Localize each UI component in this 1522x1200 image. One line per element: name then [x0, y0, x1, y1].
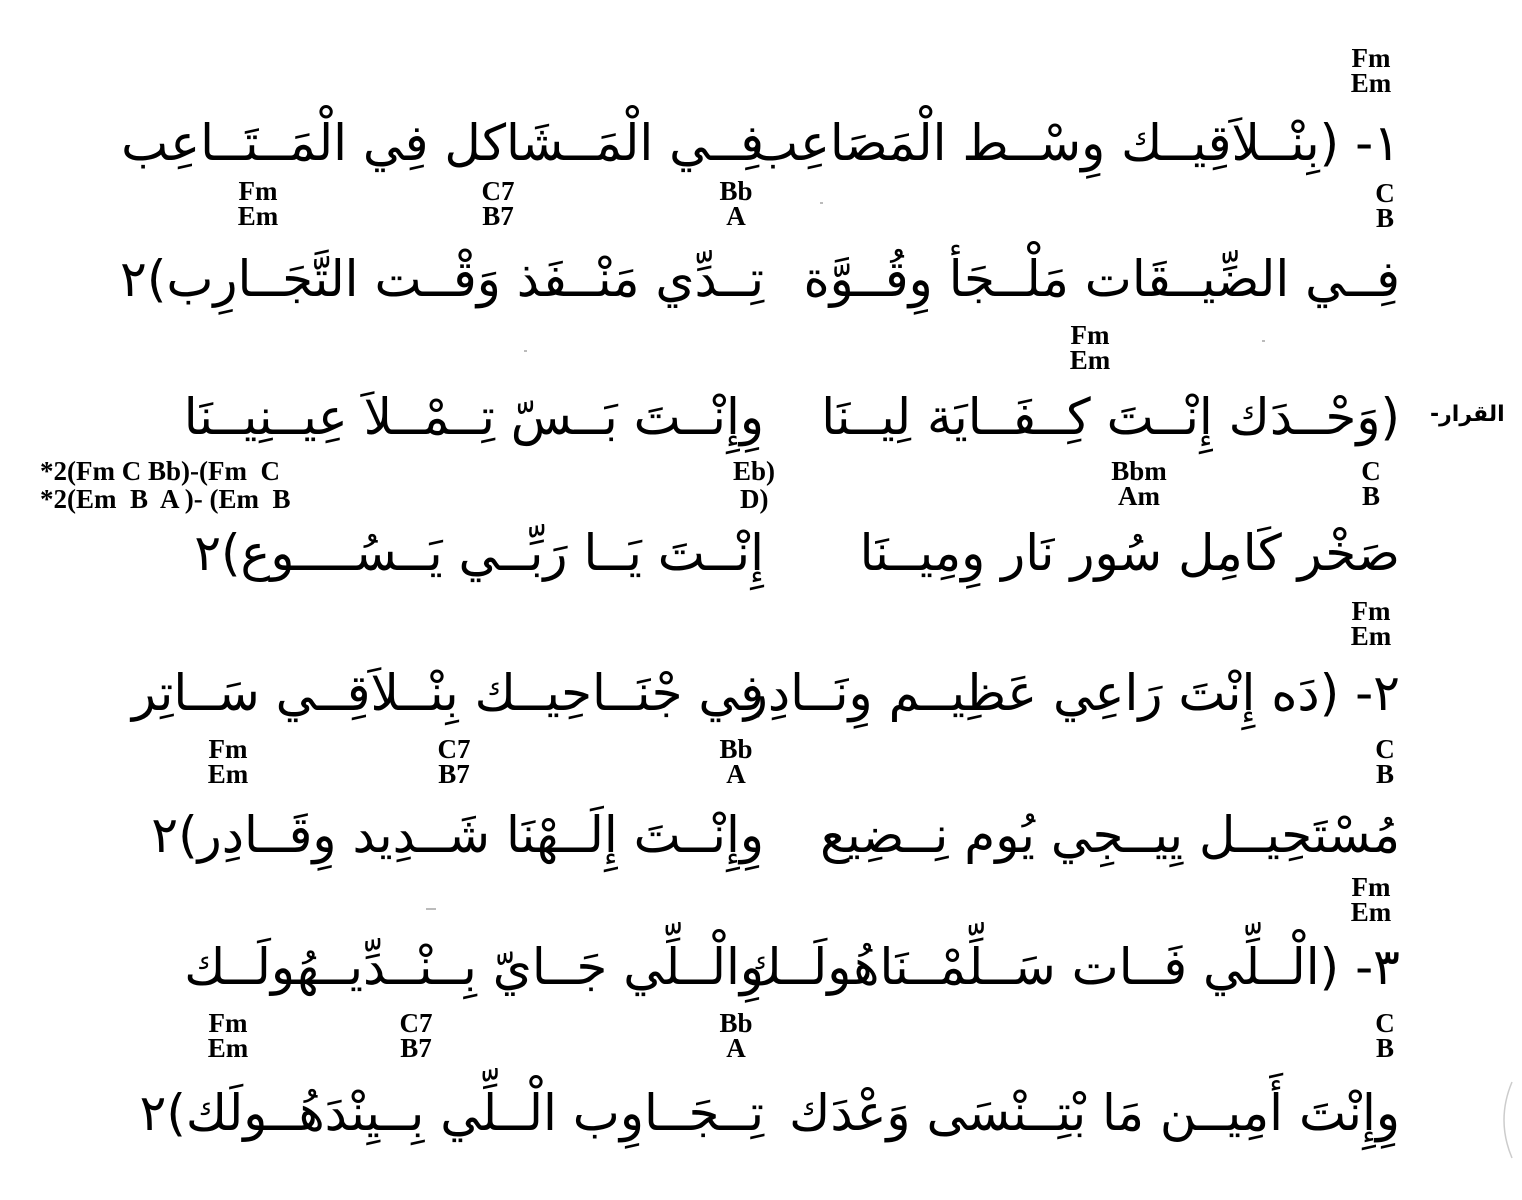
chord: Bb A — [719, 1008, 753, 1063]
chord: C B — [1375, 734, 1395, 789]
scan-speck — [426, 908, 436, 910]
lyric-left: فِي جْنَــاحِيــك بِنْــلاَقِــي سَــاتِر — [131, 664, 764, 722]
lyric-left: وِإِنْــتَ إِلَــهْنَا شَــدِيد وِقَــادِر)٢ — [151, 806, 764, 864]
chord: C B — [1375, 1008, 1395, 1063]
chord: Bb A — [719, 734, 753, 789]
chord: C7 B7 — [437, 734, 471, 789]
chord: Fm Em — [207, 734, 249, 789]
lyric-right: وِإِنْتَ أَمِيــن مَا بْتِــنْسَى وَعْدَك — [789, 1084, 1400, 1142]
lyric-left: وِالْــلِّي جَــايّ بِــنْــدِّيــهُولَــك — [184, 938, 764, 996]
key-chord: Fm Em — [1350, 872, 1392, 927]
chord: C B — [1375, 178, 1395, 233]
lyric-left: وِإِنْــتَ بَــسّ تِــمْــلاَ عِيــنِيــنَا — [183, 388, 764, 446]
chord: C7 B7 — [481, 176, 515, 231]
key-chord: Fm Em — [1069, 320, 1111, 375]
lyric-right: (وَحْــدَك إِنْــتَ كِــفَــايَة لِيــنَا — [821, 388, 1400, 446]
lyric-right: صَخْر كَامِل سُور نَار وِمِيــنَا — [859, 524, 1400, 582]
lyric-left: تِــدِّي مَنْــفَذ وَقْــت التَّجَــارِب)٢ — [119, 250, 764, 308]
lyric-left: فِــي الْمَــشَاكل فِي الْمَــتَــاعِب — [121, 114, 764, 172]
lyric-right: ١- (بِنْــلاَقِيــك وِسْــط الْمَصَاعِب — [750, 114, 1400, 172]
key-chord: Fm Em — [1350, 596, 1392, 651]
chord: Fm Em — [207, 1008, 249, 1063]
chord: Bbm Am — [1111, 456, 1167, 511]
intro-end-chord-upper: Eb) — [733, 456, 776, 486]
scan-speck — [1262, 340, 1265, 342]
intro-chords-upper: *2(Fm C Bb)-(Fm C — [40, 456, 280, 486]
chord: C7 B7 — [399, 1008, 433, 1063]
lyric-right: مُسْتَحِيــل يِيــجِي يُوم نِــضِيع — [820, 806, 1400, 864]
lyric-right: فِــي الضِّيــقَات مَلْــجَأ وِقُــوَّة — [803, 250, 1400, 308]
chord: Fm Em — [237, 176, 279, 231]
lyric-right: ٢- (دَه إِنْتَ رَاعِي عَظِيــم وِنَــادِر — [743, 664, 1400, 722]
chorus-label: القرار- — [1430, 402, 1505, 427]
scan-speck — [820, 202, 823, 204]
intro-chords-lower: *2(Em B A )- (Em B — [40, 484, 291, 514]
scan-edge-arc — [1494, 1080, 1514, 1160]
lyric-left: تِــجَــاوِب الْــلِّي بِــيِنْدَهُــولَك)٢ — [139, 1084, 764, 1142]
key-chord: Fm Em — [1350, 43, 1392, 98]
lyric-left: إِنْــتَ يَــا رَبِّــي يَــسُــــوع)٢ — [194, 524, 764, 582]
chord: Bb A — [719, 176, 753, 231]
lyric-right: ٣- (الْــلِّي فَــات سَــلِّمْــنَاهُولَــك — [740, 938, 1400, 996]
intro-end-chord-lower: D) — [740, 484, 769, 514]
scan-speck — [524, 350, 527, 352]
chord: C B — [1361, 456, 1381, 511]
